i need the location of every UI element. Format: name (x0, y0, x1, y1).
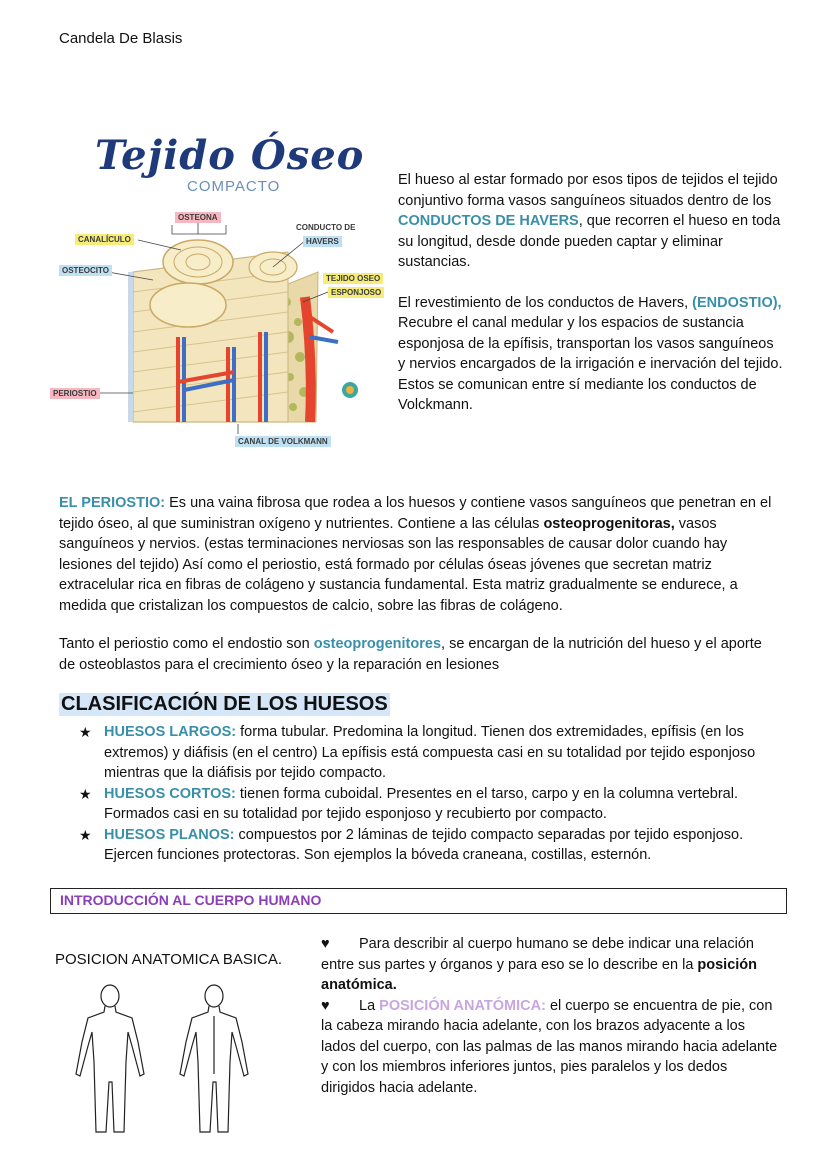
posicion-title: POSICION ANATOMICA BASICA. (55, 951, 282, 968)
label-tejido-oseo: TEJIDO OSEO (323, 273, 383, 284)
classification-list (59, 722, 794, 866)
label-esponjoso: ESPONJOSO (328, 287, 384, 298)
list-item-huesos-cortos: ★ HUESOS CORTOS: tienen forma cuboidal. Presentes en el tarso, carpo y en la columna vertebral. Formados casi en su totalidad por tejido esponjoso y recubierto por compacto. (79, 785, 738, 822)
label-canaliculo: CANALÍCULO (75, 234, 134, 245)
havers-paragraph-1: El hueso al estar formado por esos tipos de tejidos el tejido conjuntivo forma vasos sanguíneos situados dentro de los CONDUCTOS DE HAVERS, que recorren el hueso en toda su longitud, desde donde pueden captar y eliminar sustancias. (398, 172, 781, 270)
label-volkmann: CANAL DE VOLKMANN (235, 436, 331, 447)
posicion-paragraph-2: ♥ La POSICIÓN ANATÓMICA: el cuerpo se encuentra de pie, con la cabeza mirando hacia adelante, con los brazos adyacente a los lados del cuerpo, con las palmas de las manos mirando hacia adelante y con los miembros inferiores juntos, pies paralelos y los dedos dirigidos hacia adelante. (321, 997, 778, 1096)
label-osteocito: OSTEOCITO (59, 265, 112, 276)
human-body-outline-illustration (62, 982, 282, 1137)
posicion-paragraph-1: ♥ Para describir al cuerpo humano se debe indicar una relación entre sus partes y órganos y para eso se lo describe en la posición anatómica. (321, 936, 758, 993)
anatomical-figures (62, 982, 282, 1142)
intro-heading-box (50, 888, 787, 914)
list-item-huesos-largos: ★ HUESOS LARGOS: forma tubular. Predomina la longitud. Tienen dos extremidades, epífisis (en los extremos) y diáfisis (en el centro) La epífisis está compuesta casi en su totalidad por tejido esponjoso mientras que la diáfisis por tejido compacto. (79, 724, 756, 781)
label-havers: HAVERS (303, 236, 342, 247)
list-item-huesos-planos: ★ HUESOS PLANOS: compuestos por 2 láminas de tejido compacto separadas por tejido esponjoso. Ejercen funciones protectoras. Son ejemplos la bóveda craneana, costillas, esternón. (79, 826, 744, 863)
label-conducto: CONDUCTO DE (293, 222, 358, 233)
classification-heading: CLASIFICACIÓN DE LOS HUESOS (61, 693, 388, 715)
havers-paragraph-2: El revestimiento de los conductos de Havers, (ENDOSTIO), Recubre el canal medular y los espacios de sustancia esponjosa de la epífisis, transportan los vasos sanguíneos y nervios encargados de la irrigación e inervación del tejido. Estos se comunican entre sí mediante los conductos de Volckmann. (398, 294, 783, 413)
posicion-text (321, 934, 783, 1098)
osteoprogenitores-paragraph: Tanto el periostio como el endostio son osteoprogenitores, se encargan de la nutrición del hueso y el aporte de osteoblastos para el crecimiento óseo y la reparación en lesiones (59, 636, 762, 673)
heart-bullet-icon: ♥ (321, 997, 330, 1014)
figure-subtitle: COMPACTO (187, 178, 281, 195)
label-osteona: OSTEONA (175, 212, 221, 223)
intro-heading: INTRODUCCIÓN AL CUERPO HUMANO (60, 892, 322, 908)
havers-text (398, 170, 783, 416)
periostio-paragraph: EL PERIOSTIO: Es una vaina fibrosa que rodea a los huesos y contiene vasos sanguíneos que penetran en el tejido óseo, al que suministran oxígeno y nutrientes. Contiene a las células osteoprogenitoras, vasos sanguíneos y nervios. (estas terminaciones nerviosas son las responsables de causar dolor cuando hay lesiones del tejido) Así como el periostio, está formado por células óseas jóvenes que secretan matriz extracelular rica en fibras de colágeno y sustancia fundamental. Esta matriz gradualmente se endurece, a medida que cristalizan los compuestos de calcio, sobre las fibras de colágeno. (59, 495, 772, 614)
star-icon: ★ (79, 826, 92, 843)
heart-bullet-icon: ♥ (321, 936, 330, 952)
author-name: Candela De Blasis (59, 30, 183, 47)
star-icon: ★ (79, 724, 92, 740)
figure-title: Tejido Óseo (95, 132, 365, 179)
star-icon: ★ (79, 785, 92, 802)
label-periostio: PERIOSTIO (50, 388, 100, 399)
